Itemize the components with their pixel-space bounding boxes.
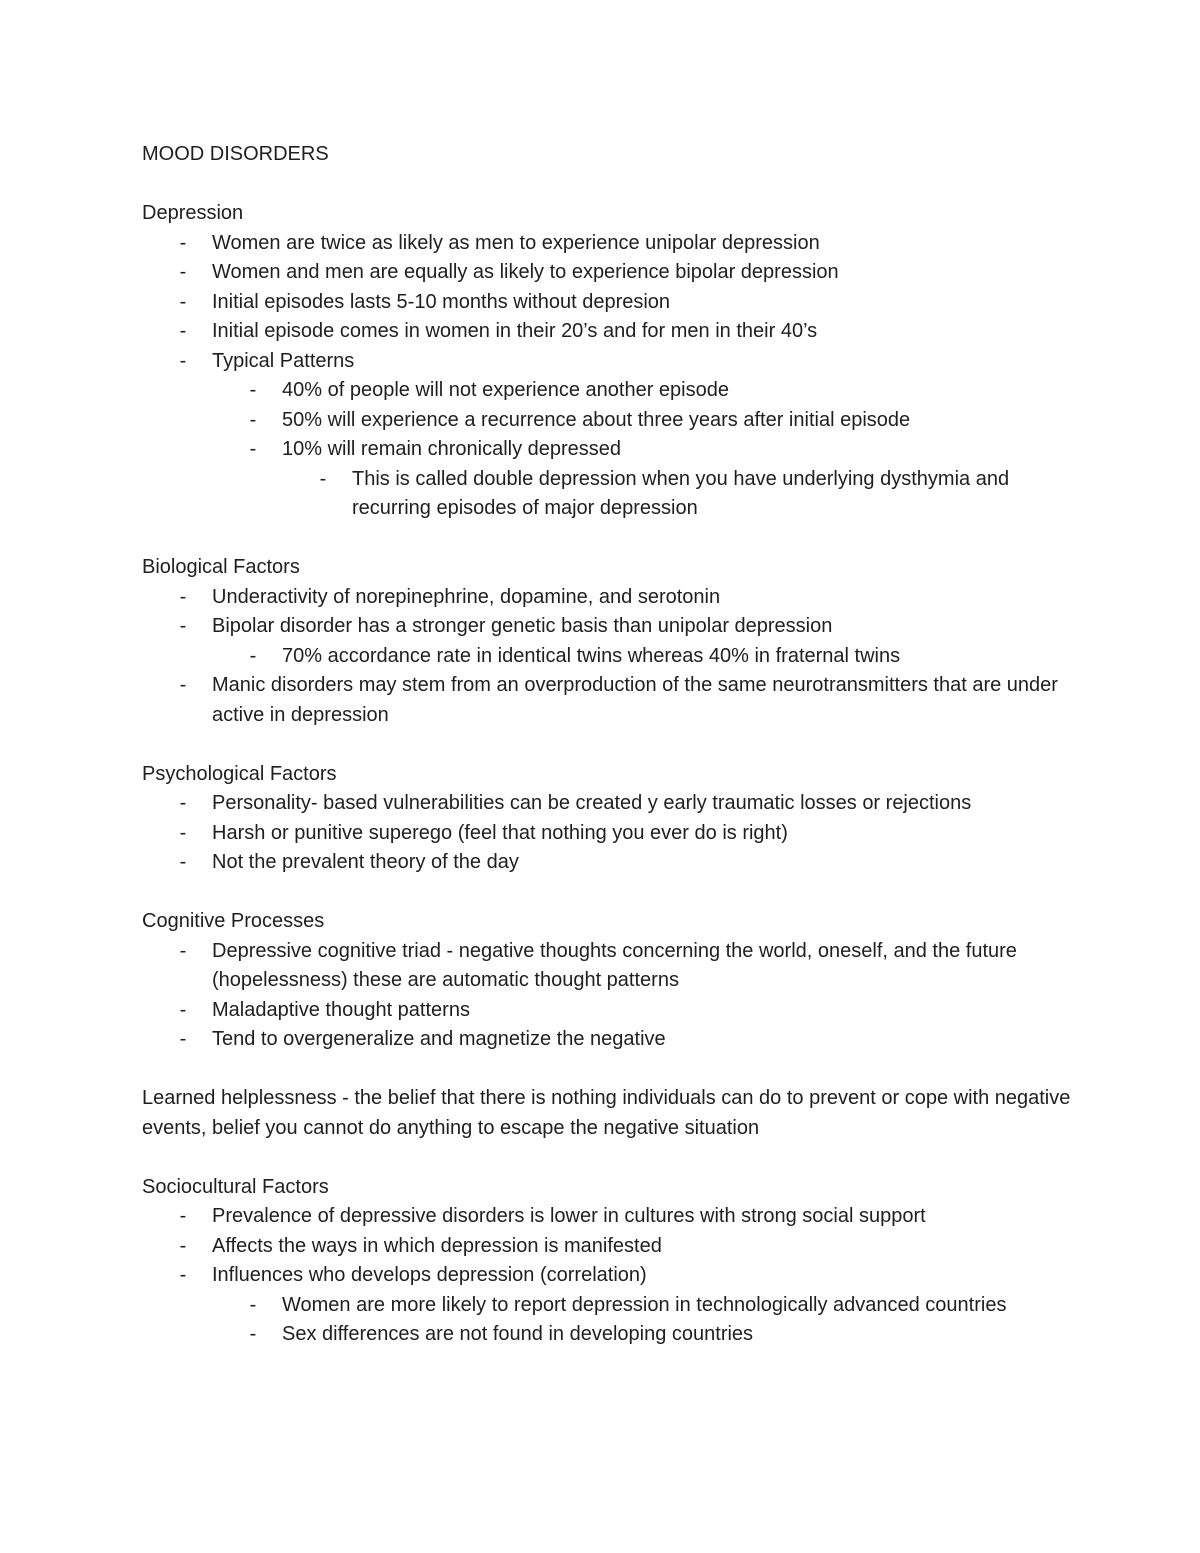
document-body xyxy=(142,140,1072,1350)
bullet-dash: - xyxy=(249,438,257,460)
list-item: - Not the prevalent theory of the day xyxy=(212,848,1072,878)
list-item: - Tend to overgeneralize and magnetize the negative xyxy=(212,1025,1072,1055)
list-item: - Typical Patterns - 40% of people will not experience another episode - 50% will experience a recurrence about three years after initial episode - 10% will remain chronically depressed - This is called double depression when you have underlying dysthymia and recurring episodes of major depression xyxy=(212,347,1072,524)
bullet-dash: - xyxy=(249,1293,257,1316)
spacer xyxy=(142,1055,1072,1085)
list-item: - 40% of people will not experience another episode xyxy=(282,376,1072,406)
bullet-dash: - xyxy=(179,821,187,844)
list-item: - Influences who develops depression (correlation) - Women are more likely to report depression in technologically advanced countries - Sex differences are not found in developing countries xyxy=(212,1261,1072,1350)
biological-list xyxy=(142,583,1072,731)
section-heading-depression: Depression xyxy=(142,202,244,224)
list-item: - Prevalence of depressive disorders is lower in cultures with strong social support xyxy=(212,1202,1072,1232)
sociocultural-sub-list xyxy=(212,1291,1072,1350)
list-item: - Women are twice as likely as men to experience unipolar depression xyxy=(212,229,1072,259)
list-item: - Personality- based vulnerabilities can be created y early traumatic losses or rejections xyxy=(212,789,1072,819)
bullet-dash: - xyxy=(179,1028,187,1050)
list-item: - 50% will experience a recurrence about three years after initial episode xyxy=(282,406,1072,436)
bullet-dash: - xyxy=(249,408,257,431)
bullet-dash: - xyxy=(179,851,187,873)
bullet-dash: - xyxy=(179,998,187,1021)
bullet-dash: - xyxy=(249,1323,257,1345)
bullet-dash: - xyxy=(179,231,187,254)
twins-list xyxy=(212,642,1072,672)
spacer xyxy=(142,730,1072,760)
bullet-dash: - xyxy=(179,939,187,962)
bullet-dash: - xyxy=(179,1264,187,1286)
document-title: MOOD DISORDERS xyxy=(142,143,329,165)
bullet-dash: - xyxy=(179,1205,187,1227)
bullet-dash: - xyxy=(179,674,187,696)
list-item: - Depressive cognitive triad - negative thoughts concerning the world, oneself, and the future (hopelessness) these are automatic thought patterns xyxy=(212,937,1072,996)
bullet-dash: - xyxy=(249,644,257,667)
list-item: - 70% accordance rate in identical twins whereas 40% in fraternal twins xyxy=(282,642,1072,672)
psychological-list xyxy=(142,789,1072,878)
double-depression-list xyxy=(282,465,1072,524)
bullet-dash: - xyxy=(179,615,187,637)
bullet-dash: - xyxy=(179,290,187,313)
section-heading-psychological: Psychological Factors xyxy=(142,762,337,785)
bullet-dash: - xyxy=(179,261,187,283)
section-heading-sociocultural: Sociocultural Factors xyxy=(142,1175,329,1198)
list-item: - Affects the ways in which depression is manifested xyxy=(212,1232,1072,1262)
learned-helplessness-paragraph: Learned helplessness - the belief that there is nothing individuals can do to prevent or cope with negative events, belief you cannot do anything to escape the negative situation xyxy=(142,1087,1071,1139)
list-item: - Underactivity of norepinephrine, dopamine, and serotonin xyxy=(212,583,1072,613)
list-item: - Manic disorders may stem from an overproduction of the same neurotransmitters that are under active in depression xyxy=(212,671,1072,730)
section-heading-cognitive: Cognitive Processes xyxy=(142,910,325,932)
list-item: - Bipolar disorder has a stronger genetic basis than unipolar depression - 70% accordance rate in identical twins whereas 40% in fraternal twins xyxy=(212,612,1072,671)
list-item: - This is called double depression when you have underlying dysthymia and recurring episodes of major depression xyxy=(352,465,1072,524)
list-item: - Initial episodes lasts 5-10 months without depresion xyxy=(212,288,1072,318)
bullet-dash: - xyxy=(179,349,187,372)
depression-list xyxy=(142,229,1072,524)
spacer xyxy=(142,524,1072,554)
list-item: - Maladaptive thought patterns xyxy=(212,996,1072,1026)
list-item: - Women are more likely to report depression in technologically advanced countries xyxy=(282,1291,1072,1321)
list-item: - Women and men are equally as likely to experience bipolar depression xyxy=(212,258,1072,288)
bullet-dash: - xyxy=(179,585,187,608)
list-item: - 10% will remain chronically depressed - This is called double depression when you have underlying dysthymia and recurring episodes of major depression xyxy=(282,435,1072,524)
section-heading-biological: Biological Factors xyxy=(142,556,300,578)
list-item: - Harsh or punitive superego (feel that nothing you ever do is right) xyxy=(212,819,1072,849)
bullet-dash: - xyxy=(319,467,327,490)
typical-patterns-list xyxy=(212,376,1072,524)
sociocultural-list xyxy=(142,1202,1072,1350)
bullet-dash: - xyxy=(179,1234,187,1257)
spacer xyxy=(142,1143,1072,1173)
list-item: - Sex differences are not found in developing countries xyxy=(282,1320,1072,1350)
bullet-dash: - xyxy=(249,379,257,401)
bullet-dash: - xyxy=(179,792,187,814)
bullet-dash: - xyxy=(179,320,187,342)
list-item: - Initial episode comes in women in their 20’s and for men in their 40’s xyxy=(212,317,1072,347)
cognitive-list xyxy=(142,937,1072,1055)
spacer xyxy=(142,878,1072,908)
